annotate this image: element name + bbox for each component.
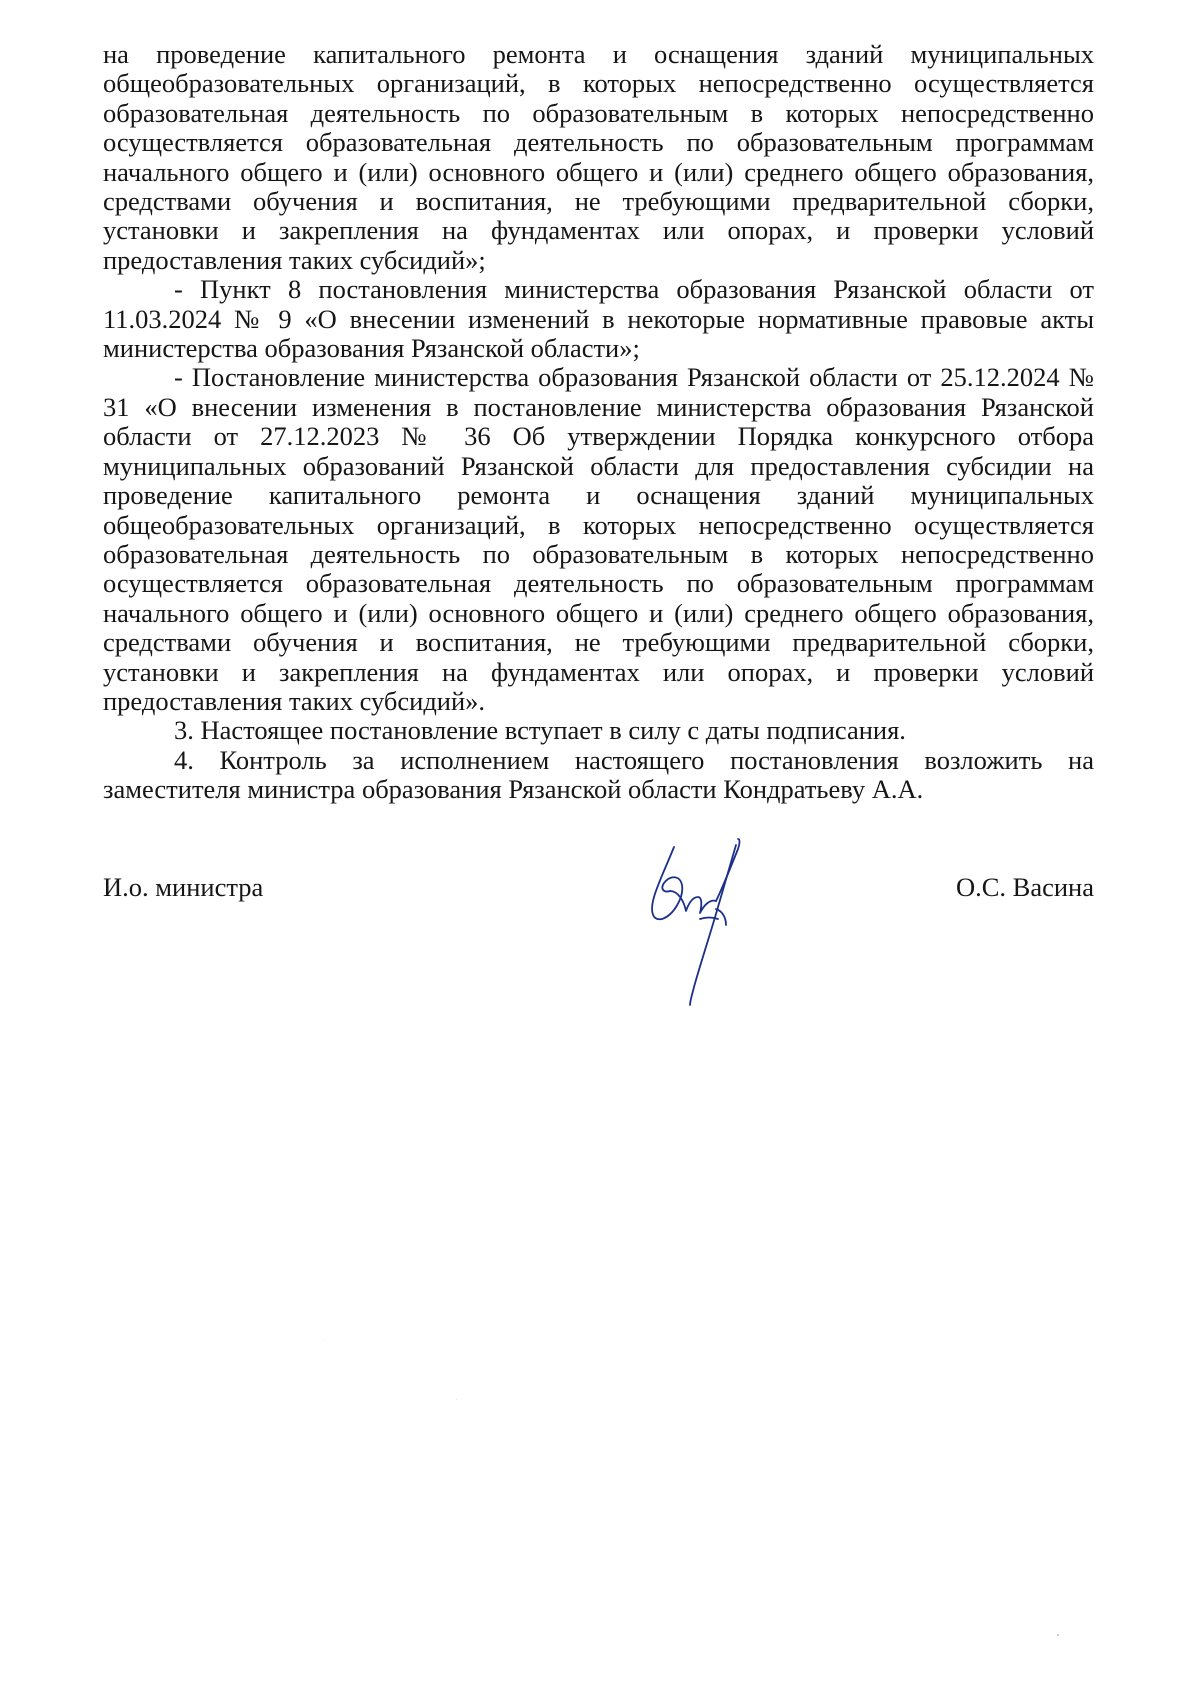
paragraph-clause-4: 4. Контроль за исполнением настоящего постановления возложить на заместителя министра образования Рязанской области Кондратьеву А.А. — [103, 744, 1094, 805]
signer-position: И.о. министра — [103, 872, 264, 902]
scan-artifact — [456, 1399, 457, 1400]
paragraph-item-punkt-8: - Пункт 8 постановления министерства образования Рязанской области от 11.03.2024 № 9 «О внесении изменений в некоторые нормативные правовые акты министерства образования Рязанской области»; — [103, 274, 1094, 364]
handwritten-signature — [640, 835, 780, 1015]
paragraph-item-postanovlenie: - Постановление министерства образования Рязанской области от 25.12.2024 № 31 «О внесении изменения в постановление министерства образования Рязанской области от 27.12.2023 № 36 Об утверждении Порядка конкурсного отбора муниципальных образований Рязанской области для предоставления субсидии на проведение капитального ремонта и оснащения зданий муниципальных общеобразовательных организаций, в которых непосредственно осуществляется образовательная деятельность по образовательным в которых непосредственно осуществляется образовательная деятельность по образовательным программам начального общего и (или) основного общего и (или) среднего общего образования, средствами обучения и воспитания, не требующими предварительной сборки, установки и закрепления на фундаментах или опорах, и проверки условий предоставления таких субсидий». — [103, 362, 1094, 716]
signature-stroke — [670, 891, 716, 913]
signature-stroke — [690, 845, 736, 1005]
signature-stroke — [652, 847, 682, 919]
document-body — [103, 40, 1094, 805]
paragraph-continuation: на проведение капитального ремонта и оснащения зданий муниципальных общеобразовательных организаций, в которых непосредственно осуществляется образовательная деятельность по образовательным в которых непосредственно осуществляется образовательная деятельность по образовательным программам начального общего и (или) основного общего и (или) среднего общего образования, средствами обучения и воспитания, не требующими предварительной сборки, установки и закрепления на фундаментах или опорах, и проверки условий предоставления таких субсидий»; — [103, 39, 1094, 275]
scan-artifact — [324, 1339, 325, 1340]
paragraph-clause-3: 3. Настоящее постановление вступает в силу с даты подписания. — [174, 715, 906, 746]
signature-stroke — [700, 918, 718, 920]
signer-name: О.С. Васина — [955, 872, 1094, 902]
scan-artifact — [1057, 1634, 1059, 1636]
